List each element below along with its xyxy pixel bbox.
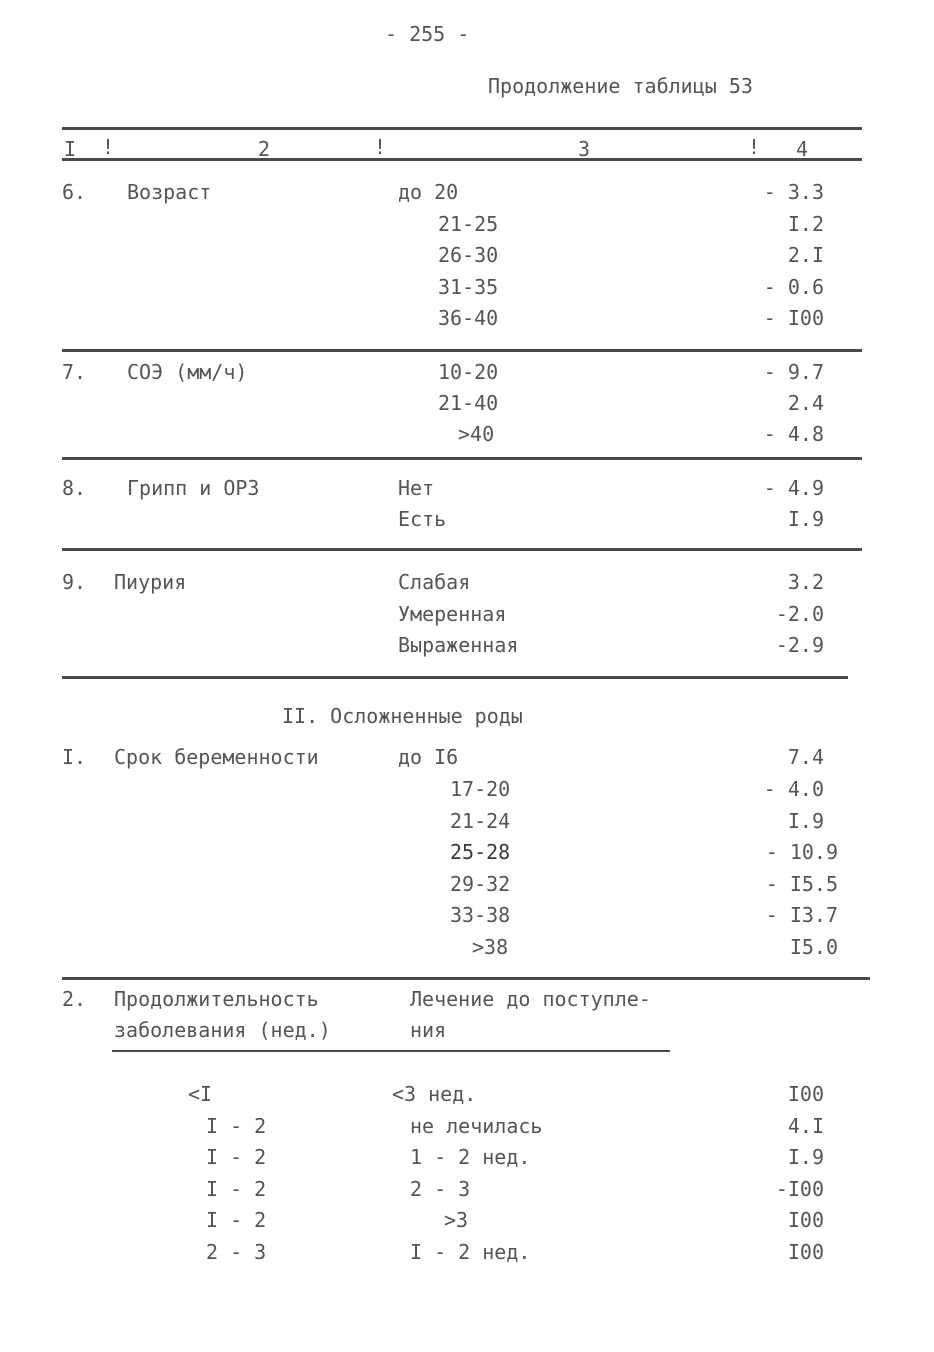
s2-row-1-grade-3: 21-24 <box>450 809 511 833</box>
row-6-value-1: - 3.3 <box>763 180 824 204</box>
s2-row-2-duration-2: I - 2 <box>206 1114 267 1138</box>
s2-row-2-treatment-2: не лечилась <box>410 1114 543 1138</box>
s2-row-1-grade-1: до I6 <box>398 745 459 769</box>
col-header-1: I <box>64 137 77 161</box>
table-top-rule <box>62 127 862 130</box>
row-9-value-3: -2.9 <box>775 633 824 657</box>
s2-row-2-value-4: -I00 <box>775 1177 824 1201</box>
s2-row-2-value-6: I00 <box>787 1240 824 1264</box>
s2-row-1-value-2: - 4.0 <box>763 777 824 801</box>
s2-row-1-num: I. <box>62 745 87 769</box>
row-8-grade-2: Есть <box>398 507 447 531</box>
row-6-grade-3: 26-30 <box>438 243 499 267</box>
row-8-factor: Грипп и ОРЗ <box>127 476 260 500</box>
row-8-grade-1: Нет <box>398 476 435 500</box>
row-9-grade-3: Выраженная <box>398 633 519 657</box>
row-6-grade-4: 31-35 <box>438 275 499 299</box>
section2-title: II. Осложненные роды <box>282 704 523 728</box>
row-6-value-2: I.2 <box>787 212 824 236</box>
s2-row-1-grade-4: 25-28 <box>450 840 511 864</box>
row-9-value-2: -2.0 <box>775 602 824 626</box>
row-8-value-2: I.9 <box>787 507 824 531</box>
s2-row-1-value-1: 7.4 <box>787 745 824 769</box>
page-number: - 255 - <box>385 22 470 46</box>
col-header-3: 3 <box>578 137 591 161</box>
s2-row-2-treatment-6: I - 2 нед. <box>410 1240 531 1264</box>
col-header-2: 2 <box>258 137 271 161</box>
col-sep-2: ! <box>374 135 387 159</box>
row-7-factor: СОЭ (мм/ч) <box>127 360 248 384</box>
row-7-value-3: - 4.8 <box>763 422 824 446</box>
row-9-grade-1: Слабая <box>398 570 471 594</box>
s2-row-2-value-3: I.9 <box>787 1145 824 1169</box>
s2-row-1-value-4: - 10.9 <box>765 840 838 864</box>
s2-row-2-factor-line1: Продолжительность <box>114 987 319 1011</box>
s2-row-1-value-3: I.9 <box>787 809 824 833</box>
s2-row-2-duration-6: 2 - 3 <box>206 1240 267 1264</box>
row-9-factor: Пиурия <box>114 570 187 594</box>
s2-row-1-grade-7: >38 <box>472 935 509 959</box>
row-6-grade-1: до 20 <box>398 180 459 204</box>
s2-row-2-value-5: I00 <box>787 1208 824 1232</box>
s2-row-2-value-2: 4.I <box>787 1114 824 1138</box>
s2-row-2-subheader-rule <box>112 1050 670 1052</box>
s2-row-2-treatment-1: <3 нед. <box>392 1082 477 1106</box>
s2-row-2-treat-line1: Лечение до поступле- <box>410 987 651 1011</box>
row-8-num: 8. <box>62 476 87 500</box>
s2-row-1-factor: Срок беременности <box>114 745 319 769</box>
s2-row-2-treatment-4: 2 - 3 <box>410 1177 471 1201</box>
row-9-grade-2: Умеренная <box>398 602 507 626</box>
s2-row-2-duration-5: I - 2 <box>206 1208 267 1232</box>
s2-row-1-value-5: - I5.5 <box>765 872 838 896</box>
col-header-4: 4 <box>796 137 809 161</box>
s2-row-1-value-7: I5.0 <box>789 935 838 959</box>
s2-row-2-value-1: I00 <box>787 1082 824 1106</box>
s2-row-2-treatment-5: >3 <box>444 1208 469 1232</box>
s2-row-2-duration-3: I - 2 <box>206 1145 267 1169</box>
row-7-value-2: 2.4 <box>787 391 824 415</box>
col-sep-1: ! <box>102 135 115 159</box>
row-6-value-4: - 0.6 <box>763 275 824 299</box>
row-6-grade-2: 21-25 <box>438 212 499 236</box>
row-8-value-1: - 4.9 <box>763 476 824 500</box>
row-6-value-5: - I00 <box>763 306 824 330</box>
row-9-value-1: 3.2 <box>787 570 824 594</box>
s2-row-1-grade-6: 33-38 <box>450 903 511 927</box>
header-bottom-rule <box>62 158 862 161</box>
continuation-title: Продолжение таблицы 53 <box>488 74 753 98</box>
s2-row-1-rule <box>62 977 870 980</box>
row-9-num: 9. <box>62 570 87 594</box>
row-6-grade-5: 36-40 <box>438 306 499 330</box>
row-6-factor: Возраст <box>127 180 212 204</box>
s2-row-1-value-6: - I3.7 <box>765 903 838 927</box>
s2-row-2-factor-line2: заболевания (нед.) <box>114 1018 331 1042</box>
s2-row-1-grade-5: 29-32 <box>450 872 511 896</box>
section1-bottom-rule <box>62 676 848 679</box>
row-6-rule <box>62 349 862 352</box>
s2-row-2-treatment-3: 1 - 2 нед. <box>410 1145 531 1169</box>
row-7-rule <box>62 457 862 460</box>
s2-row-2-duration-1: <I <box>188 1082 213 1106</box>
row-7-grade-2: 21-40 <box>438 391 499 415</box>
s2-row-1-grade-2: 17-20 <box>450 777 511 801</box>
row-6-value-3: 2.I <box>787 243 824 267</box>
row-8-rule <box>62 548 862 551</box>
s2-row-2-num: 2. <box>62 987 87 1011</box>
s2-row-2-duration-4: I - 2 <box>206 1177 267 1201</box>
row-7-grade-1: 10-20 <box>438 360 499 384</box>
s2-row-2-treat-line2: ния <box>410 1018 447 1042</box>
row-7-num: 7. <box>62 360 87 384</box>
row-6-num: 6. <box>62 180 87 204</box>
row-7-value-1: - 9.7 <box>763 360 824 384</box>
row-7-grade-3: >40 <box>458 422 495 446</box>
col-sep-3: ! <box>748 135 761 159</box>
